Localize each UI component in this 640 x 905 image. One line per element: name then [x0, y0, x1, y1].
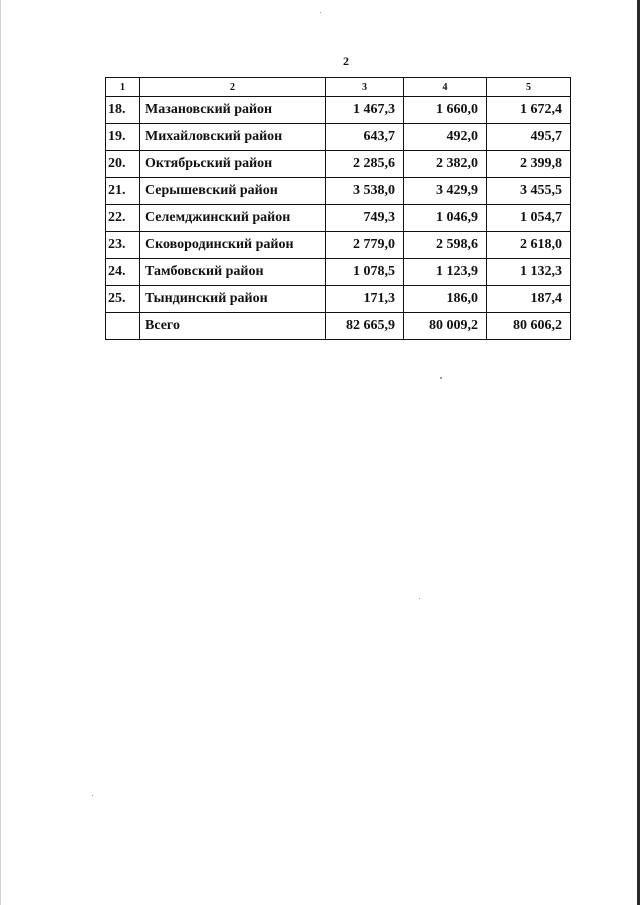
district-name: Сковородинский район [140, 232, 326, 259]
value-col-4: 2 382,0 [404, 151, 487, 178]
value-col-4: 3 429,9 [404, 178, 487, 205]
value-col-4: 1 123,9 [404, 259, 487, 286]
value-col-3: 3 538,0 [326, 178, 404, 205]
table-row [106, 178, 571, 205]
value-col-5: 1 672,4 [487, 97, 571, 124]
total-label: Всего [140, 313, 326, 340]
table-header-row [106, 78, 571, 97]
header-cell-1: 1 [106, 78, 140, 97]
district-name: Октябрьский район [140, 151, 326, 178]
value-col-5: 2 618,0 [487, 232, 571, 259]
district-name: Тамбовский район [140, 259, 326, 286]
table-row [106, 232, 571, 259]
total-row [106, 313, 571, 340]
district-name: Селемджинский район [140, 205, 326, 232]
total-col-5: 80 606,2 [487, 313, 571, 340]
row-number: 24. [106, 259, 140, 286]
value-col-4: 2 598,6 [404, 232, 487, 259]
header-cell-5: 5 [487, 78, 571, 97]
value-col-3: 2 779,0 [326, 232, 404, 259]
value-col-3: 171,3 [326, 286, 404, 313]
value-col-5: 1 132,3 [487, 259, 571, 286]
row-number: 18. [106, 97, 140, 124]
district-name: Серышевский район [140, 178, 326, 205]
district-name: Мазановский район [140, 97, 326, 124]
value-col-4: 186,0 [404, 286, 487, 313]
header-cell-4: 4 [404, 78, 487, 97]
total-col-4: 80 009,2 [404, 313, 487, 340]
value-col-4: 492,0 [404, 124, 487, 151]
table-row [106, 97, 571, 124]
value-col-5: 2 399,8 [487, 151, 571, 178]
table-row [106, 286, 571, 313]
value-col-3: 749,3 [326, 205, 404, 232]
value-col-3: 643,7 [326, 124, 404, 151]
district-name: Тындинский район [140, 286, 326, 313]
value-col-3: 2 285,6 [326, 151, 404, 178]
value-col-5: 1 054,7 [487, 205, 571, 232]
total-col-3: 82 665,9 [326, 313, 404, 340]
row-number: 22. [106, 205, 140, 232]
page-number: 2 [343, 54, 349, 68]
scan-speck [320, 12, 321, 13]
value-col-4: 1 046,9 [404, 205, 487, 232]
data-table [105, 77, 571, 340]
value-col-3: 1 078,5 [326, 259, 404, 286]
row-number: 25. [106, 286, 140, 313]
header-cell-3: 3 [326, 78, 404, 97]
value-col-5: 495,7 [487, 124, 571, 151]
header-cell-2: 2 [140, 78, 326, 97]
total-row-number [106, 313, 140, 340]
scan-edge-left [0, 0, 1, 905]
row-number: 19. [106, 124, 140, 151]
scan-speck [440, 377, 442, 379]
value-col-5: 187,4 [487, 286, 571, 313]
district-name: Михайловский район [140, 124, 326, 151]
scan-speck [92, 795, 93, 796]
table-row [106, 151, 571, 178]
value-col-4: 1 660,0 [404, 97, 487, 124]
table-row [106, 259, 571, 286]
row-number: 23. [106, 232, 140, 259]
value-col-5: 3 455,5 [487, 178, 571, 205]
scan-speck [419, 598, 420, 599]
table-row [106, 124, 571, 151]
table-row [106, 205, 571, 232]
row-number: 20. [106, 151, 140, 178]
value-col-3: 1 467,3 [326, 97, 404, 124]
row-number: 21. [106, 178, 140, 205]
